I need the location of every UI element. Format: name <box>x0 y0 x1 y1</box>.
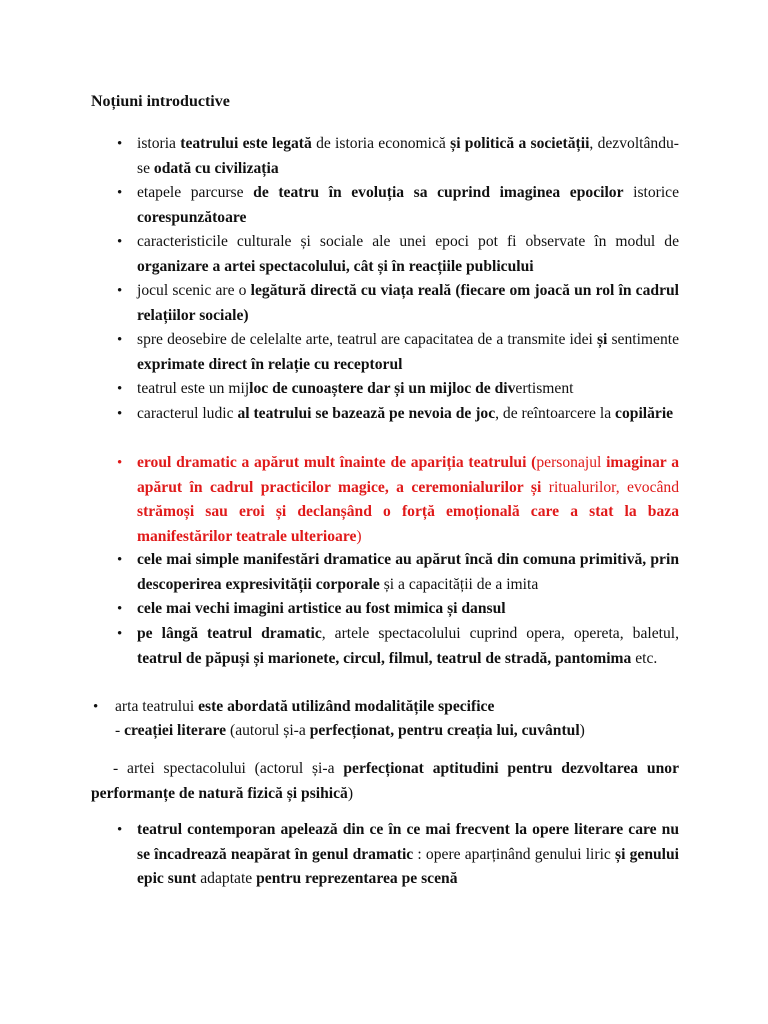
text-run: teatrul contemporan apelează din ce în ce mai frecvent la opere literare care nu se încadrează neapărat în genul dramatic <box>137 821 679 863</box>
text-run: - artei spectacolului (actorul și-a <box>113 760 344 777</box>
sub-line-literary <box>115 719 705 744</box>
text-run: : opere aparținând genului liric <box>413 845 616 863</box>
list-item <box>117 328 680 377</box>
text-run: legătură directă cu viața reală (fiecare om joacă un rol în cadrul relațiilor sociale) <box>137 282 679 324</box>
text-run: spre deosebire de celelalte arte, teatrul are capacitatea de a transmite idei <box>137 331 597 348</box>
list-item <box>117 597 679 622</box>
text-run: istoria <box>137 135 181 152</box>
bullet-icon: • <box>117 406 123 422</box>
text-run: adaptate <box>196 870 257 887</box>
text-run: , dezvoltându-se <box>137 135 679 177</box>
text-run: organizare a artei spectacolului, cât și în reacțiile publicului <box>137 257 534 275</box>
text-run: teatrul este un mij <box>137 380 250 397</box>
bullet-icon: • <box>117 234 123 250</box>
sub-line-performance <box>91 757 679 806</box>
bullet-icon: • <box>117 601 123 617</box>
text-run: teatrului este legată <box>180 135 312 152</box>
text-run: loc de cunoaștere dar și un mijloc de div <box>249 380 516 397</box>
bullet-icon: • <box>117 136 123 152</box>
text-run: istorice <box>623 184 680 201</box>
text-run: perfecționat aptitudini pentru dezvoltarea unor performanțe de natură fizică și psihică <box>91 760 679 802</box>
text-run: perfecționat, pentru creația lui, cuvântul <box>309 722 580 739</box>
text-run: etc. <box>631 649 658 667</box>
bullet-icon: • <box>117 185 123 201</box>
text-run: caracterul ludic <box>137 405 238 422</box>
text-run: al teatrului se bazează pe nevoia de joc <box>237 405 496 422</box>
text-run: cele mai vechi imagini artistice au fost mimica și dansul <box>137 600 506 617</box>
text-run: jocul scenic are o <box>137 282 251 299</box>
bullet-icon: • <box>117 381 123 397</box>
text-run: copilărie <box>615 405 674 422</box>
page-title: Noțiuni introductive <box>91 93 230 110</box>
text-run: cele mai simple manifestări dramatice au apărut încă din comuna primitivă, prin descoperirea expresivității corporale <box>137 551 679 593</box>
list-item <box>117 402 679 427</box>
list-item <box>117 132 679 181</box>
text-run: ) <box>347 784 354 802</box>
text-run: caracteristicile culturale și sociale ale unei epoci pot fi observate în modul de <box>137 233 679 250</box>
text-run: , de reîntoarcere la <box>495 405 616 422</box>
text-run: , artele spectacolului cuprind opera, opereta, baletul, <box>321 625 679 642</box>
text-run: ertisment <box>515 380 574 397</box>
list-item <box>117 279 679 328</box>
text-run: sentimente <box>607 331 680 348</box>
text-run: corespunzătoare <box>137 208 247 226</box>
list-item <box>117 548 679 597</box>
list-item <box>117 818 680 892</box>
list-item-outer <box>93 695 675 720</box>
text-run: și genului epic sunt <box>137 845 680 887</box>
bullet-icon: • <box>93 699 99 715</box>
list-item <box>117 181 680 230</box>
text-run: de istoria economică <box>311 135 451 152</box>
text-run: etapele parcurse <box>137 184 254 201</box>
bullet-icon: • <box>117 626 123 642</box>
text-run: pentru reprezentarea pe scenă <box>256 870 458 887</box>
text-run: imaginar a apărut în cadrul practicilor magice, a ceremonialurilor și <box>137 454 679 496</box>
text-run: odată cu civilizația <box>153 159 279 177</box>
list-item-highlighted <box>117 451 679 549</box>
bullet-icon: • <box>117 283 123 299</box>
text-run: pe lângă teatrul dramatic <box>137 625 322 642</box>
text-run: strămoși sau eroi și declanșând o forță emoțională care a stat la baza manifestărilor teatrale ulterioare <box>137 503 679 545</box>
list-item <box>117 377 679 402</box>
text-run: (autorul și-a <box>226 722 310 739</box>
text-run: teatrul de păpuși și marionete, circul, filmul, teatrul de stradă, pantomima <box>137 649 632 667</box>
bullet-icon: • <box>117 455 123 471</box>
text-run: exprimate direct în relație cu receptorul <box>137 355 403 373</box>
text-run: ) <box>356 527 362 545</box>
bullet-icon: • <box>117 822 123 838</box>
text-run: creației literare <box>124 722 227 739</box>
list-item <box>117 622 679 671</box>
text-run: ritualurilor, evocând <box>548 478 679 496</box>
text-run: și a capacității de a imita <box>379 575 539 593</box>
text-run: ) <box>579 722 585 739</box>
bullet-icon: • <box>117 332 123 348</box>
text-run: de teatru în evoluția sa cuprind imaginea epocilor <box>253 184 624 201</box>
text-run: și <box>596 331 608 348</box>
text-run: arta teatrului <box>115 698 199 715</box>
text-run: este abordată utilizând modalitățile specifice <box>198 698 495 715</box>
text-run: și politică a societății <box>450 135 590 152</box>
list-item <box>117 230 679 279</box>
bullet-icon: • <box>117 552 123 568</box>
text-run: - <box>115 722 125 739</box>
text-run: eroul dramatic a apărut mult înainte de apariția teatrului ( <box>137 454 537 471</box>
text-run: personajul <box>536 454 607 471</box>
